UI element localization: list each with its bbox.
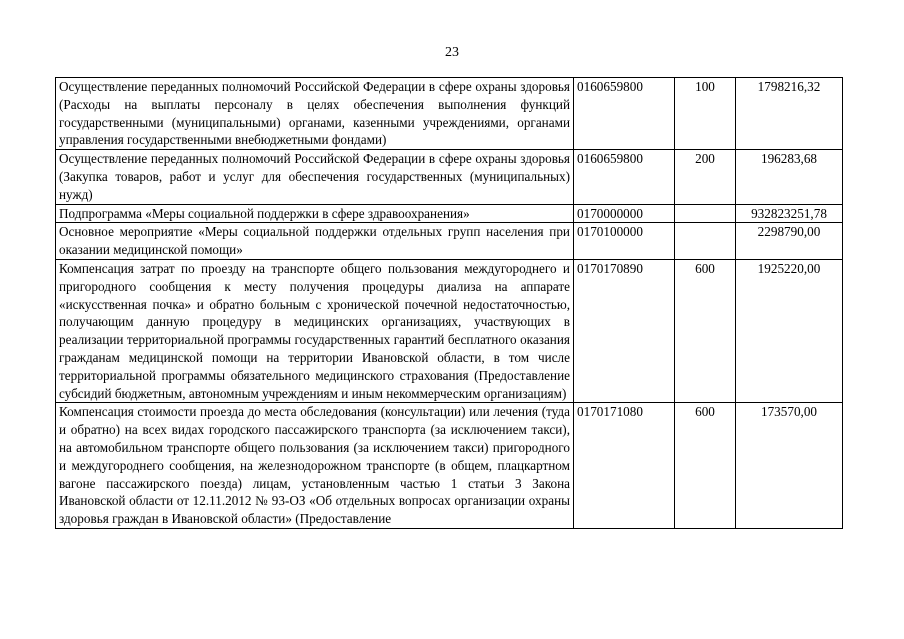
row-expense-type: 600 — [675, 403, 736, 529]
row-expense-type: 200 — [675, 150, 736, 204]
row-amount: 196283,68 — [736, 150, 843, 204]
table-row — [56, 403, 843, 529]
row-target-code: 0170100000 — [574, 223, 675, 260]
row-description: Основное мероприятие «Меры социальной поддержки отдельных групп населения при оказании медицинской помощи» — [56, 223, 574, 260]
row-target-code: 0160659800 — [574, 78, 675, 150]
row-description: Осуществление переданных полномочий Российской Федерации в сфере охраны здоровья (Расходы на выплаты персоналу в целях обеспечения выполнения функций государственными (муниципальными) органами, казенными учреждениями, органами управления государственными внебюджетными фондами) — [56, 78, 574, 150]
row-target-code: 0170170890 — [574, 259, 675, 402]
row-target-code: 0170000000 — [574, 204, 675, 223]
table-row — [56, 78, 843, 150]
row-amount: 2298790,00 — [736, 223, 843, 260]
row-amount: 173570,00 — [736, 403, 843, 529]
row-expense-type: 100 — [675, 78, 736, 150]
row-target-code: 0160659800 — [574, 150, 675, 204]
row-description: Компенсация стоимости проезда до места обследования (консультации) или лечения (туда и обратно) на всех видах городского пассажирского транспорта (за исключением такси), на автомобильном транспорте общего пользования (за исключением такси) пригородного и междугороднего сообщения, на железнодорожном транспорте (в общем, плацкартном вагоне пассажирского поезда) лицам, установленным частью 1 статьи 3 Закона Ивановской области от 12.11.2012 № 93-ОЗ «Об отдельных вопросах организации охраны здоровья граждан в Ивановской области» (Предоставление — [56, 403, 574, 529]
row-description: Осуществление переданных полномочий Российской Федерации в сфере охраны здоровья (Закупка товаров, работ и услуг для обеспечения государственных (муниципальных) нужд) — [56, 150, 574, 204]
row-description: Подпрограмма «Меры социальной поддержки в сфере здравоохранения» — [56, 204, 574, 223]
row-amount: 1798216,32 — [736, 78, 843, 150]
page-number: 23 — [445, 45, 459, 60]
row-amount: 932823251,78 — [736, 204, 843, 223]
table-row — [56, 150, 843, 204]
row-expense-type — [675, 223, 736, 260]
table-row — [56, 259, 843, 402]
row-target-code: 0170171080 — [574, 403, 675, 529]
table-row — [56, 223, 843, 260]
row-expense-type — [675, 204, 736, 223]
table-row — [56, 204, 843, 223]
row-amount: 1925220,00 — [736, 259, 843, 402]
budget-table — [55, 77, 843, 529]
row-description: Компенсация затрат по проезду на транспорте общего пользования междугороднего и пригородного сообщения к месту получения процедуры диализа на аппарате «искусственная почка» и обратно больным с хронической почечной недостаточностью, получающим данную процедуру в медицинских организациях, участвующих в реализации территориальной программы государственных гарантий бесплатного оказания гражданам медицинской помощи на территории Ивановской области, в том числе территориальной программы обязательного медицинского страхования (Предоставление субсидий бюджетным, автономным учреждениям и иным некоммерческим организациям) — [56, 259, 574, 402]
row-expense-type: 600 — [675, 259, 736, 402]
